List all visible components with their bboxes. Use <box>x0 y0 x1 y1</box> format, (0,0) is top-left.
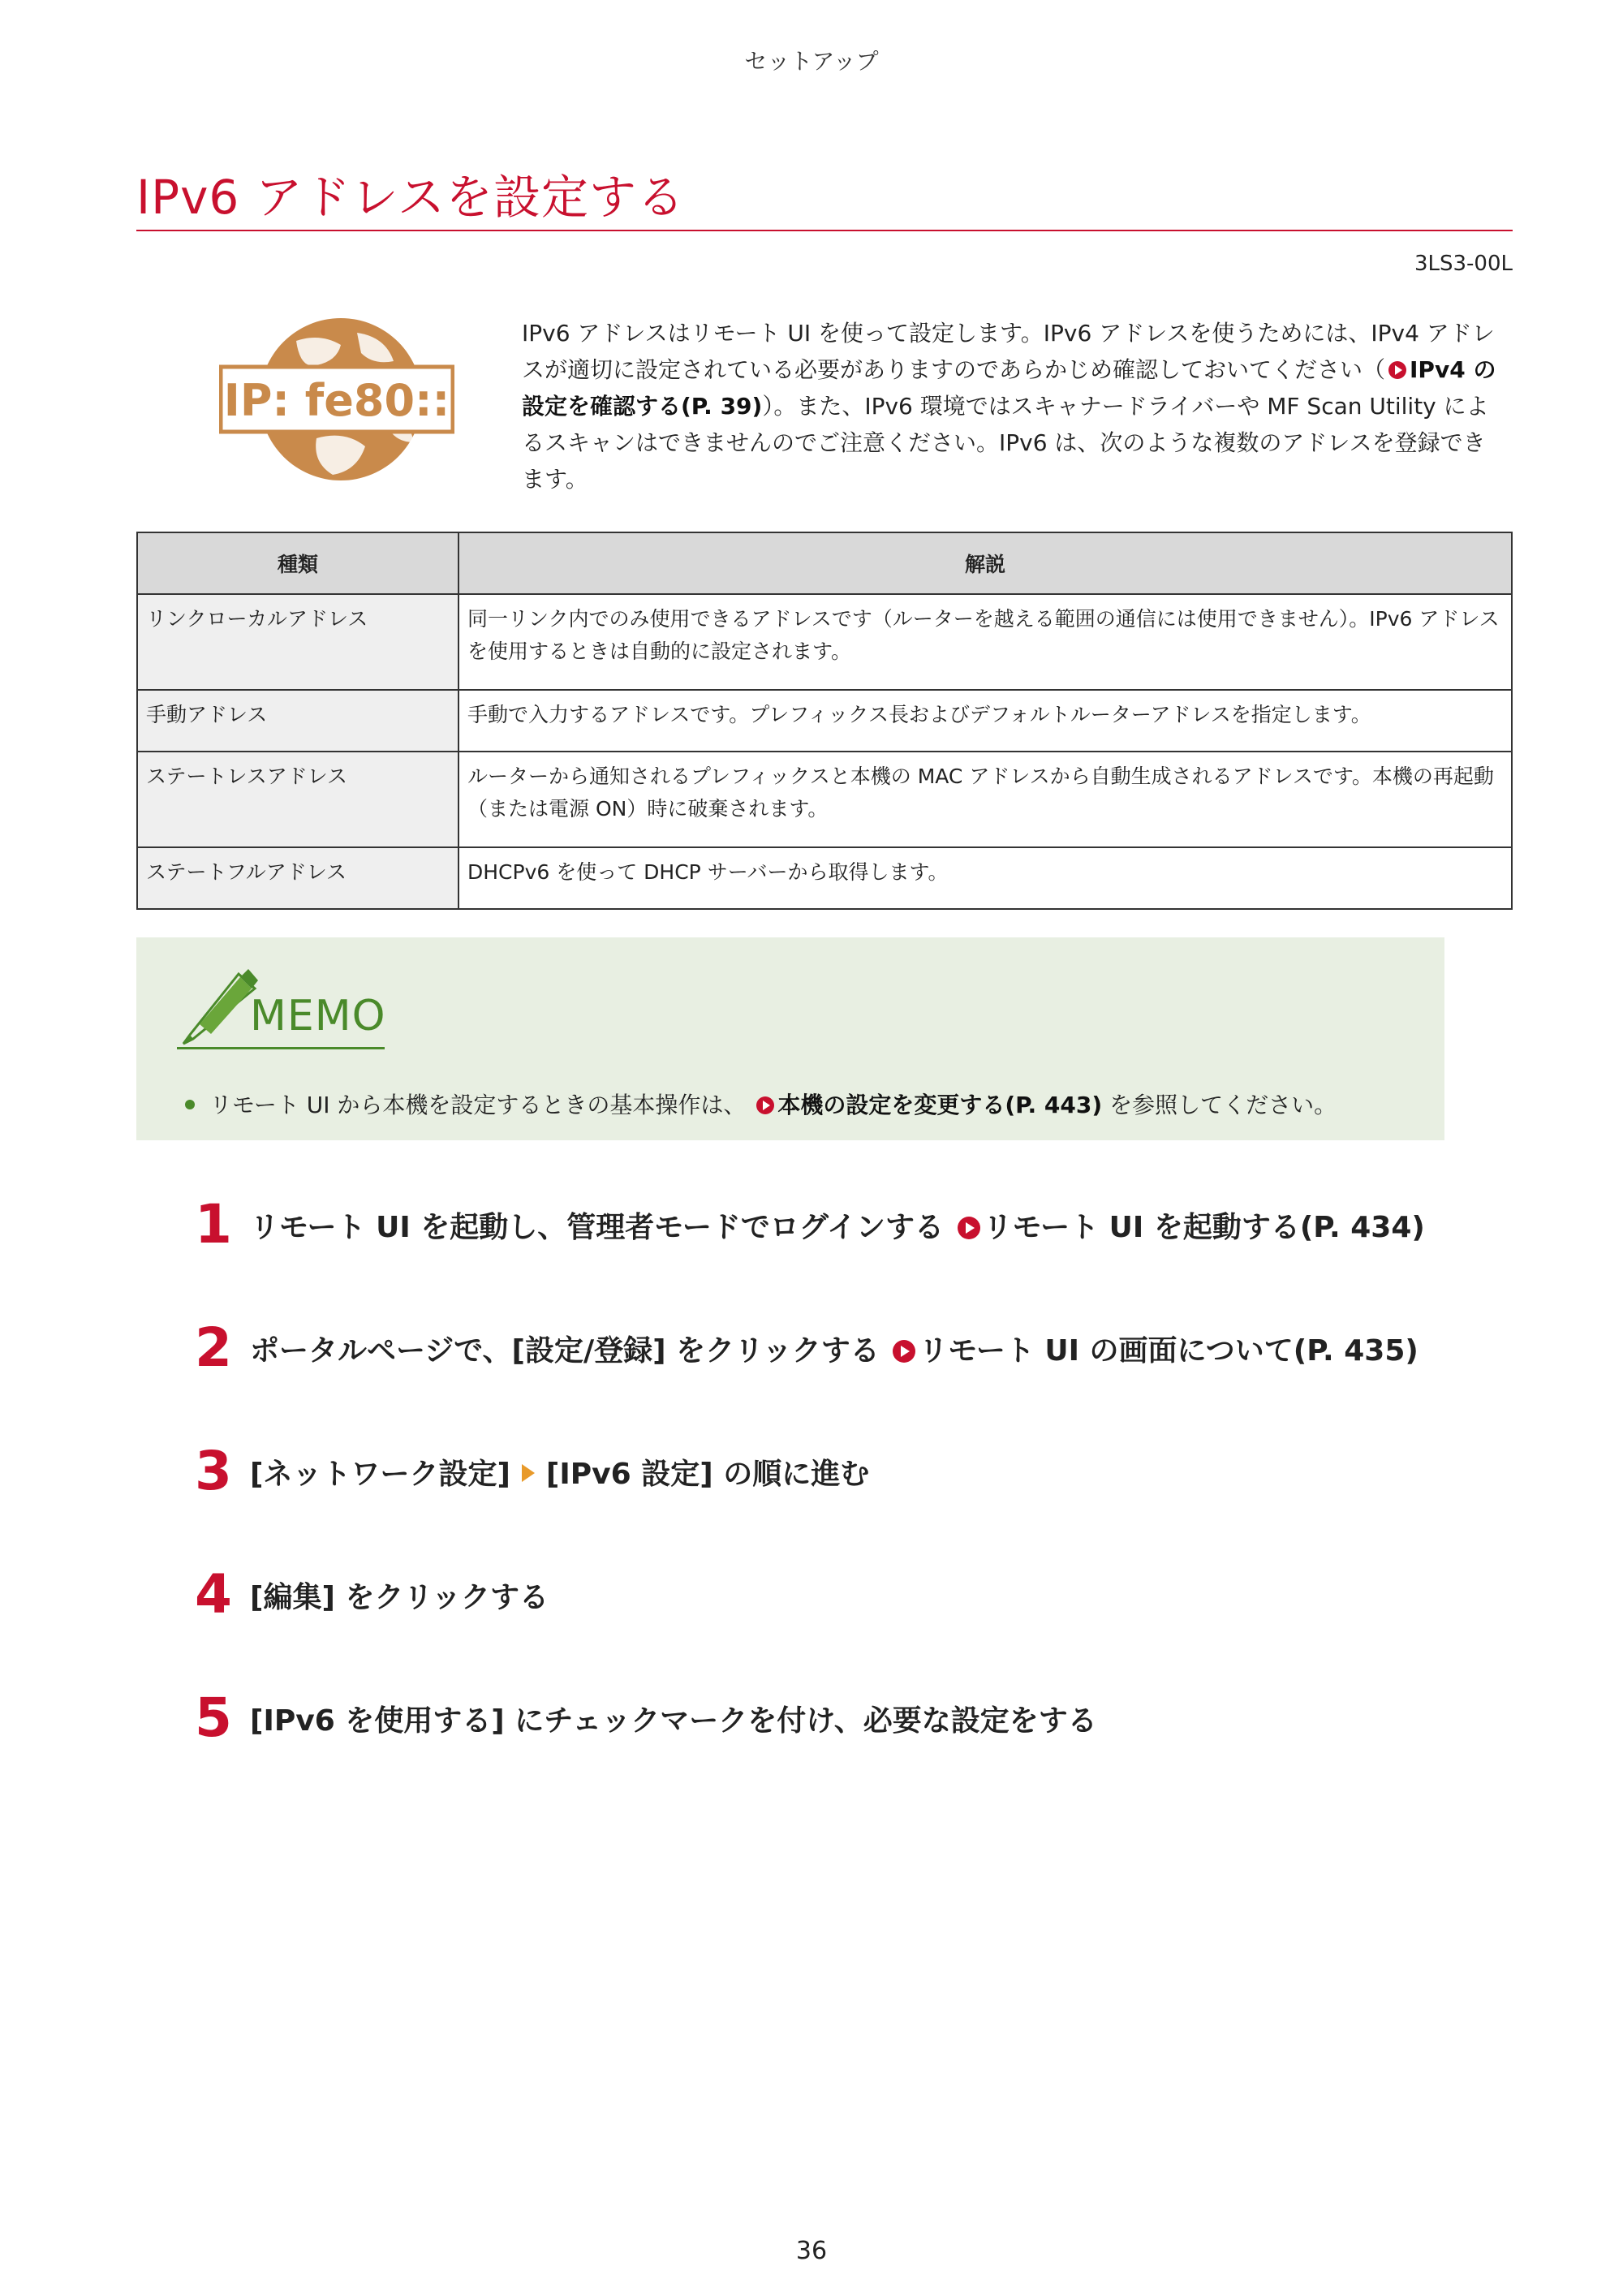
link-arrow-icon <box>1388 361 1406 379</box>
memo-item-text: リモート UI から本機を設定するときの基本操作は、 <box>209 1092 747 1118</box>
intro-text-1: IPv6 アドレスはリモート UI を使って設定します。IPv6 アドレスを使うためには、IPv4 アドレスが適切に設定されている必要がありますのであらかじめ確認しておいてください（ <box>522 320 1495 383</box>
address-types-table <box>136 532 1513 910</box>
table-row <box>137 847 1512 909</box>
step-text <box>250 1451 869 1493</box>
step-instruction-b: [IPv6 設定] の順に進む <box>545 1458 870 1491</box>
memo-item <box>185 1088 1337 1120</box>
table-row <box>137 594 1512 690</box>
memo-item-suffix: を参照してください。 <box>1109 1092 1337 1118</box>
step-number: 3 <box>195 1440 232 1502</box>
intro-link[interactable]: IPv4 の設定を確認する(P. 39) <box>522 356 1496 420</box>
step-instruction: リモート UI を起動し、管理者モードでログインする <box>250 1211 945 1244</box>
step-text <box>250 1204 1425 1246</box>
step-link[interactable]: リモート UI を起動する(P. 434) <box>983 1211 1425 1244</box>
step-text <box>250 1328 1419 1369</box>
table-cell-desc: 同一リンク内でのみ使用できるアドレスです（ルーターを越える範囲の通信には使用できません）。IPv6 アドレスを使用するときは自動的に設定されます。 <box>458 594 1512 690</box>
page-number: 36 <box>795 2237 828 2265</box>
step-number: 5 <box>195 1686 232 1749</box>
step-text <box>250 1698 1097 1739</box>
step-number: 4 <box>195 1563 232 1626</box>
step-instruction: ポータルページで、[設定/登録] をクリックする <box>250 1334 880 1368</box>
ipv6-globe-logo <box>219 317 454 483</box>
step-text <box>250 1574 549 1616</box>
table-row <box>137 690 1512 752</box>
page-title: IPv6 アドレスを設定する <box>136 170 686 225</box>
step-number: 2 <box>195 1316 232 1379</box>
table-cell-desc: ルーターから通知されるプレフィックスと本機の MAC アドレスから自動生成されるアドレスです。本機の再起動（または電源 ON）時に破棄されます。 <box>458 752 1512 847</box>
table-cell-kind: ステートレスアドレス <box>137 752 458 847</box>
table-header-desc: 解説 <box>458 532 1512 594</box>
step-link[interactable]: リモート UI の画面について(P. 435) <box>919 1334 1419 1368</box>
step-instruction: [IPv6 を使用する] にチェックマークを付け、必要な設定をする <box>250 1704 1097 1738</box>
running-header: セットアップ <box>744 48 879 75</box>
table-cell-desc: DHCPv6 を使って DHCP サーバーから取得します。 <box>458 847 1512 909</box>
logo-text: IP: fe80:: <box>223 375 450 426</box>
intro-text-2: ）。また、IPv6 環境ではスキャナードライバーや MF Scan Utility によるスキャンはできませんのでご注意ください。IPv6 は、次のような複数のアドレスを登録できます。 <box>522 393 1489 493</box>
table-cell-desc: 手動で入力するアドレスです。プレフィックス長およびデフォルトルーターアドレスを指定します。 <box>458 690 1512 752</box>
bullet-icon <box>185 1100 195 1109</box>
memo-rule <box>177 1047 385 1049</box>
next-triangle-icon <box>522 1464 535 1482</box>
table-row <box>137 752 1512 847</box>
table-cell-kind: ステートフルアドレス <box>137 847 458 909</box>
step-instruction-a: [ネットワーク設定] <box>250 1458 510 1491</box>
memo-link[interactable]: 本機の設定を変更する(P. 443) <box>777 1092 1103 1118</box>
table-header-kind: 種類 <box>137 532 458 594</box>
link-arrow-icon <box>958 1217 980 1239</box>
link-arrow-icon <box>756 1096 774 1114</box>
title-rule <box>136 230 1513 231</box>
step-number: 1 <box>195 1193 232 1256</box>
link-arrow-icon <box>893 1340 915 1363</box>
table-cell-kind: リンクローカルアドレス <box>137 594 458 690</box>
document-code: 3LS3-00L <box>1414 252 1513 276</box>
memo-title: MEMO <box>250 992 386 1040</box>
intro-paragraph <box>522 315 1508 498</box>
step-instruction: [編集] をクリックする <box>250 1581 549 1614</box>
table-cell-kind: 手動アドレス <box>137 690 458 752</box>
